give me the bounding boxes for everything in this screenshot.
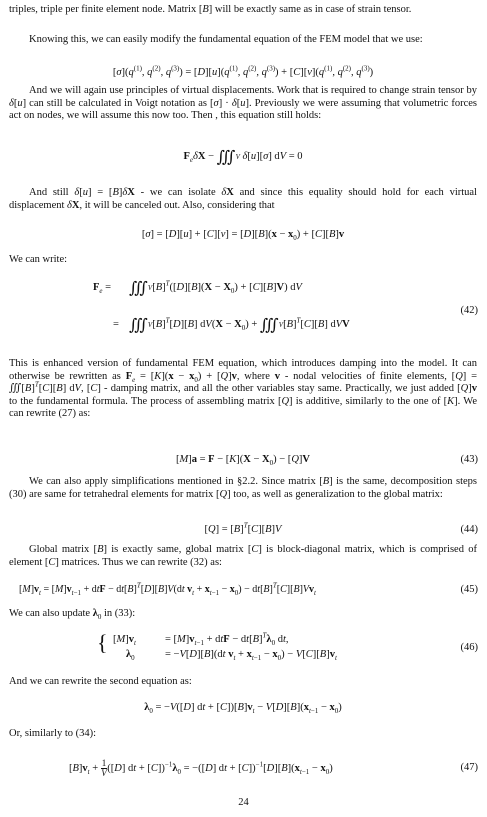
paragraph-6: This is enhanced version of fundamental FEM equation, which introduces damping into the model. It can otherwise be rewritten as $F_e = [K](x - x_0) + [Q]v$, where v - nodal velocities of finite elements, $[Q] = ∭[B]^T[C][B]$ dV, [C] - damping matrix, and all the other variables stay same. Practically, we just added [Q]v to the fundamental formula. The process of assembling matrix [Q] is additive, similarly to the one of [K]. We can rewrite (27) as: — [9, 358, 478, 420]
equation-number-42: (42) — [460, 305, 478, 316]
paragraph-4: And still δ[u] = [B]δX - we can isolate δX and since this equality should hold for each virtual displacement δX, it will be canceled out. Also, considering that — [9, 187, 477, 211]
paragraph-1: triples, triple per finite element node. Matrix [B] will be exactly same as in case of strain tensor. — [9, 4, 412, 15]
paragraph-7: We can also apply simplifications mentioned in §2.2. Since matrix [B] is the same, decomposition steps (30) are same for tetrahedral elements for matrix [Q] too, as well as generalization to the global matrix: — [9, 476, 477, 500]
equation-number-44: (44) — [460, 524, 478, 535]
paragraph-11: Or, similarly to (34): — [9, 728, 97, 739]
paragraph-9: We can also update $\lambda_0$ in (33): — [9, 608, 136, 622]
document-page: triples, triple per finite element node. Matrix [B] will be exactly same as in case of strain tensor. Knowing this, we can easily modify the fundamental equation of the FEM model that we use: $[\sigma](q^{(1)}$, $q^{(2)}$, $q^{(3)}) = [D][u](q^{(1)}$, $q^{(2)}$, $q^{(3)}) + [C][v](q^{(1)}$, $q^{(2)}$, $q^{(3)}$) And we will again use principles of virtual displacements. Work that is required to change strain tensor by δ[u] can still be calculated in Voigt notation as [σ] · δ[u]. Previously we were assuming that volumetric forces act on nodes, we will assume this now too. Then , this equation still holds: $F_e\delta X$ − ∭V δ[u][σ] dV = 0 And still δ[u] = [B]δX - we can isolate δX and since this equality should hold for each virtual displacement δX, it will be canceled out. Also, considering that $[\sigma] = [D][u] + [C][v] = [D][B](x - x_0) + [C][B]v$ We can write: $F_e$ = $∭V[B]^T([D][B](X - X_0) + [C][B]V)$ dV = $∭V[B]^T[D][B] dV(X - X_0)$ + $∭V[B]^T[C][B]$ dVV (42) This is enhanced version of fundamental FEM equation, which introduces damping into the model. It can otherwise be rewritten as $F_e = [K](x - x_0) + [Q]v$, where v - nodal velocities of finite elements, $[Q] = ∭[B]^T[C][B]$ dV, [C] - damping matrix, and all the other variables stay same. Practically, we just added [Q]v to the fundamental formula. The process of assembling matrix [Q] is additive, similarly to the one of [K]. We can rewrite (27) as: $[M]a = F - [K](X - X_0) - [Q]V$ (43) We can also apply simplifications mentioned in §2.2. Since matrix [B] is the same, decomposition steps (30) are same for tetrahedral elements for matrix [Q] too, as well as generalization to the global matrix: $[Q] = [B]^T[C][B]V$ (44) Global matrix [B] is exactly same, global matrix [C] is block-diagonal matrix, which is comprised of element [C] matrices. Thus we can rewrite (32) as: $[M]v_t = [M]v_{t-1}$ + dtF − $dt[B]^T[D][B]V(dt$ $v_t + x_{t-1} - x_0) - dt[B]^T[C][B]Vv_t$ (45) We can also update $\lambda_0$ in (33): { $[M]v_t$ = $[M]v_{t-1}$ + dtF − $dt[B]^T\lambda_0$ dt, $\lambda_0$ = −V[D][B](dt $v_t + x_{t-1} - x_0) - V[C][B]v_t$ (46) And we can rewrite the second equation as: $\lambda_0 = -V([D]$ dt + $[C])[B]v_t - V[D][B](x_{t-1} - x_0)$ Or, similarly to (34): $[B]v_t$ + $\frac{1}{V}$ ([D] dt + $[C])^{-1}\lambda_0 = -([D]$ dt + $[C])^{-1}[D][B](x_{t-1} - x_0)$ (47) 24 — [0, 0, 487, 817]
page-number: 24 — [238, 797, 249, 808]
paragraph-2: Knowing this, we can easily modify the fundamental equation of the FEM model that we use: — [29, 34, 423, 45]
paragraph-8: Global matrix [B] is exactly same, global matrix [C] is block-diagonal matrix, which is comprised of element [C] matrices. Thus we can rewrite (32) as: — [9, 544, 477, 568]
equation-number-45: (45) — [460, 584, 478, 595]
paragraph-10: And we can rewrite the second equation as: — [9, 676, 192, 687]
equation-number-47: (47) — [460, 762, 478, 773]
equation-number-46: (46) — [460, 642, 478, 653]
paragraph-3: And we will again use principles of virtual displacements. Work that is required to change strain tensor by δ[u] can still be calculated in Voigt notation as [σ] · δ[u]. Previously we were assuming that volumetric forces act on nodes, we will assume this now too. Then , this equation still holds: — [9, 85, 477, 122]
paragraph-5: We can write: — [9, 254, 68, 265]
equation-number-43: (43) — [460, 454, 478, 465]
